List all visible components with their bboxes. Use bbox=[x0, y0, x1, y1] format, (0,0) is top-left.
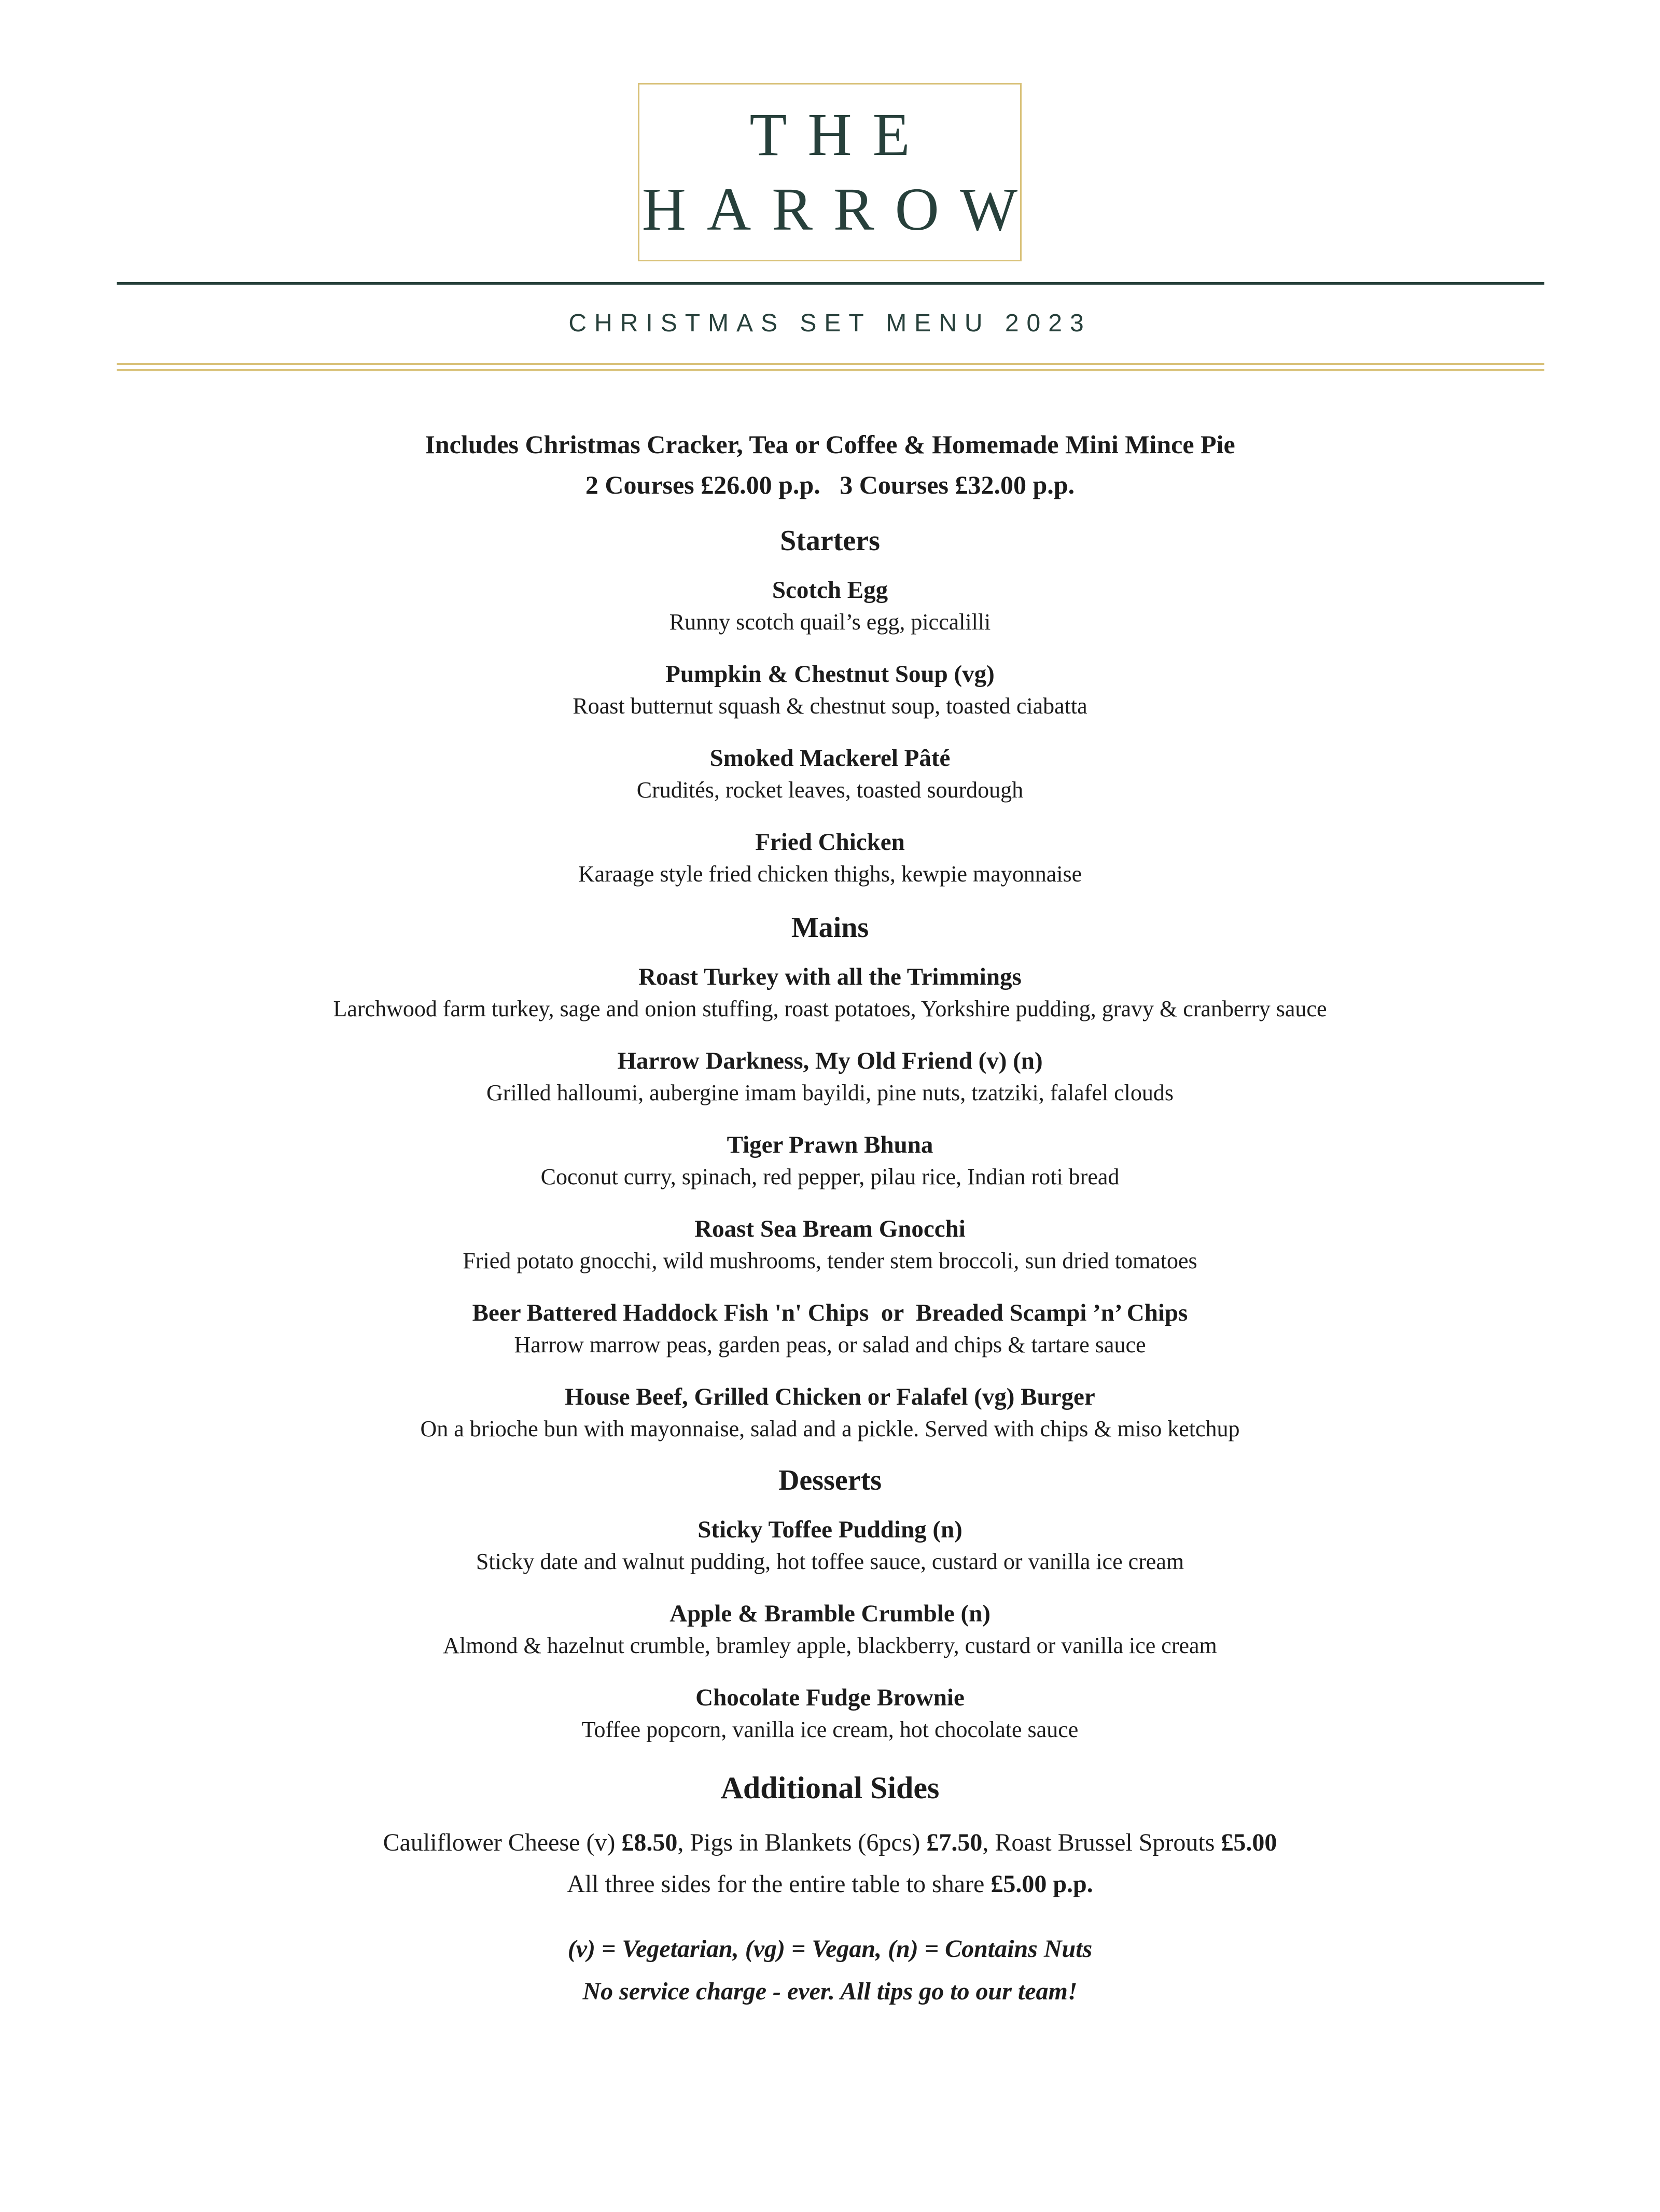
side-price: £5.00 bbox=[1221, 1829, 1277, 1856]
menu-item-name: Roast Sea Bream Gnocchi bbox=[694, 1215, 966, 1242]
menu-item-description: Crudités, rocket leaves, toasted sourdough bbox=[636, 777, 1024, 803]
dietary-legend: (v) = Vegetarian, (vg) = Vegan, (n) = Contains Nuts bbox=[567, 1935, 1093, 1963]
side-pigs-in-blankets: , Pigs in Blankets (6pcs) bbox=[677, 1829, 927, 1856]
menu-content bbox=[0, 424, 1660, 2013]
includes-text: Includes Christmas Cracker, Tea or Coffee & Homemade Mini Mince Pie bbox=[425, 430, 1235, 459]
menu-item-name: Sticky Toffee Pudding (n) bbox=[698, 1516, 962, 1543]
menu-item-name: Harrow Darkness, My Old Friend (v) (n) bbox=[617, 1047, 1043, 1074]
menu-item-description: Fried potato gnocchi, wild mushrooms, tender stem broccoli, sun dried tomatoes bbox=[463, 1248, 1197, 1273]
side-price: £8.50 bbox=[621, 1829, 678, 1856]
menu-item-name: House Beef, Grilled Chicken or Falafel (vg) Burger bbox=[565, 1383, 1095, 1410]
side-cauliflower-cheese: Cauliflower Cheese (v) bbox=[383, 1829, 622, 1856]
menu-item-description: Coconut curry, spinach, red pepper, pilau rice, Indian roti bread bbox=[540, 1164, 1120, 1189]
logo bbox=[638, 83, 1039, 261]
sides-list bbox=[0, 1822, 1660, 1864]
header-divider bbox=[117, 282, 1544, 285]
menu-item-description: Runny scotch quail’s egg, piccalilli bbox=[669, 609, 991, 635]
menu-item-name: Pumpkin & Chestnut Soup (vg) bbox=[665, 661, 995, 688]
side-price: £7.50 bbox=[926, 1829, 983, 1856]
menu-item-name: Apple & Bramble Crumble (n) bbox=[669, 1600, 991, 1627]
sides-share-offer bbox=[0, 1864, 1660, 1905]
menu-item-name: Smoked Mackerel Pâté bbox=[709, 745, 951, 772]
share-price: £5.00 p.p. bbox=[991, 1870, 1093, 1898]
desserts-list bbox=[0, 1513, 1660, 1745]
menu-item-description: Karaage style fried chicken thighs, kewpie mayonnaise bbox=[578, 861, 1082, 887]
menu-item-name: Scotch Egg bbox=[772, 577, 888, 604]
mains-heading: Mains bbox=[791, 912, 869, 944]
starters-list bbox=[0, 573, 1660, 890]
side-brussel-sprouts: , Roast Brussel Sprouts bbox=[982, 1829, 1221, 1856]
menu-item-description: On a brioche bun with mayonnaise, salad and a pickle. Served with chips & miso ketchup bbox=[420, 1416, 1240, 1441]
menu-item-description: Almond & hazelnut crumble, bramley apple, blackberry, custard or vanilla ice cream bbox=[443, 1633, 1217, 1658]
menu-item-description: Larchwood farm turkey, sage and onion stuffing, roast potatoes, Yorkshire pudding, gravy & cranberry sauce bbox=[333, 996, 1327, 1021]
menu-item-name: Tiger Prawn Bhuna bbox=[727, 1131, 933, 1158]
mains-list bbox=[0, 960, 1660, 1445]
tips-note: No service charge - ever. All tips go to our team! bbox=[582, 1978, 1078, 2005]
course-pricing: 2 Courses £26.00 p.p. 3 Courses £32.00 p.p. bbox=[585, 470, 1075, 499]
menu-item-name: Chocolate Fudge Brownie bbox=[695, 1684, 965, 1711]
gold-divider-bottom bbox=[117, 369, 1544, 371]
starters-heading: Starters bbox=[780, 525, 880, 557]
logo-line-the: THE bbox=[749, 101, 931, 169]
sides-heading: Additional Sides bbox=[720, 1771, 940, 1805]
gold-divider-top bbox=[117, 363, 1544, 365]
desserts-heading: Desserts bbox=[778, 1464, 882, 1496]
menu-item-description: Harrow marrow peas, garden peas, or salad and chips & tartare sauce bbox=[514, 1332, 1146, 1357]
menu-item-description: Roast butternut squash & chestnut soup, toasted ciabatta bbox=[573, 693, 1087, 719]
menu-item-name: Roast Turkey with all the Trimmings bbox=[638, 963, 1022, 990]
menu-item-description: Sticky date and walnut pudding, hot toffee sauce, custard or vanilla ice cream bbox=[476, 1549, 1184, 1574]
menu-item-description: Toffee popcorn, vanilla ice cream, hot chocolate sauce bbox=[581, 1717, 1079, 1742]
menu-item-name: Fried Chicken bbox=[755, 829, 905, 856]
menu-item-name: Beer Battered Haddock Fish 'n' Chips or Breaded Scampi ’n’ Chips bbox=[472, 1299, 1188, 1326]
logo-line-harrow: HARROW bbox=[641, 175, 1039, 243]
share-text: All three sides for the entire table to share bbox=[567, 1870, 991, 1898]
menu-item-description: Grilled halloumi, aubergine imam bayildi, pine nuts, tzatziki, falafel clouds bbox=[486, 1080, 1174, 1105]
menu-subtitle: CHRISTMAS SET MENU 2023 bbox=[568, 310, 1092, 337]
